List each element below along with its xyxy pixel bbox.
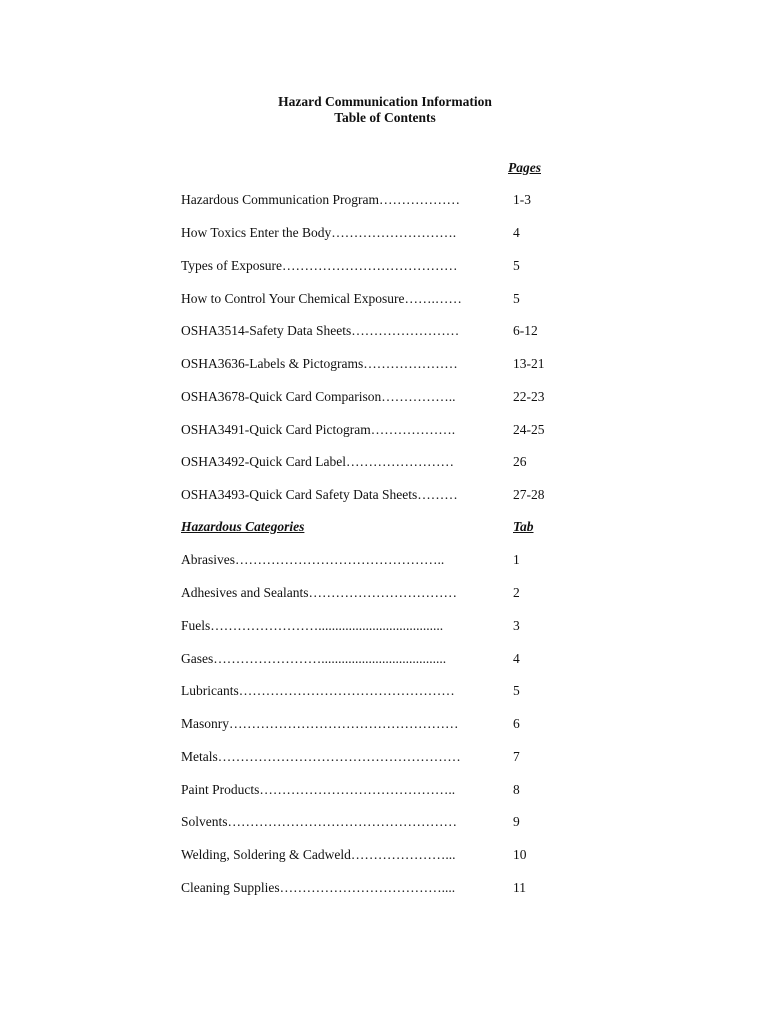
category-entry (0, 781, 770, 799)
toc-entry-pages: 13-21 (513, 356, 545, 371)
document-title: Hazard Communication Information (278, 94, 492, 109)
toc-entry (0, 191, 770, 209)
toc-entry (0, 257, 770, 275)
toc-entry-label: How Toxics Enter the Body………………………. (181, 225, 457, 240)
toc-entry-label: OSHA3493-Quick Card Safety Data Sheets……… (181, 487, 458, 502)
category-entry-tab: 11 (513, 880, 526, 895)
category-entry (0, 715, 770, 733)
toc-entry (0, 290, 770, 308)
toc-entry-label: OSHA3678-Quick Card Comparison…………….. (181, 389, 456, 404)
toc-entry-pages: 22-23 (513, 389, 545, 404)
category-entry-label: Adhesives and Sealants…………………………… (181, 585, 457, 600)
toc-entry (0, 388, 770, 406)
category-entry (0, 551, 770, 569)
toc-entry-pages: 5 (513, 291, 520, 306)
category-entry (0, 617, 770, 635)
category-entry-tab: 5 (513, 683, 520, 698)
toc-entry-pages: 1-3 (513, 192, 531, 207)
toc-entry-pages: 24-25 (513, 422, 545, 437)
tab-column-header: Tab (513, 519, 534, 534)
toc-entry-pages: 27-28 (513, 487, 545, 502)
category-entry-label: Lubricants………………………………………… (181, 683, 455, 698)
toc-entry-label: OSHA3514-Safety Data Sheets…………………… (181, 323, 460, 338)
category-entry (0, 584, 770, 602)
toc-entry (0, 322, 770, 340)
category-entry-label: Masonry…………………………………………… (181, 716, 459, 731)
toc-entry-label: Types of Exposure………………………………… (181, 258, 458, 273)
category-entry-tab: 9 (513, 814, 520, 829)
toc-entry (0, 421, 770, 439)
category-entry-label: Metals……………………………………………… (181, 749, 461, 764)
toc-entry-label: OSHA3492-Quick Card Label…………………… (181, 454, 454, 469)
category-entry-label: Paint Products…………………………………….. (181, 782, 456, 797)
category-entry-tab: 7 (513, 749, 520, 764)
toc-entry-label: How to Control Your Chemical Exposure…….…… (181, 291, 462, 306)
category-entry (0, 846, 770, 864)
toc-entry-pages: 6-12 (513, 323, 538, 338)
category-entry-tab: 10 (513, 847, 527, 862)
category-entry-tab: 1 (513, 552, 520, 567)
categories-header: Hazardous Categories (181, 519, 305, 534)
category-entry-label: Fuels……………………..................................... (181, 618, 444, 633)
toc-entry-label: OSHA3491-Quick Card Pictogram………………. (181, 422, 456, 437)
toc-entry (0, 453, 770, 471)
toc-entry-label: OSHA3636-Labels & Pictograms………………… (181, 356, 458, 371)
category-entry-label: Cleaning Supplies……………………………….... (181, 880, 456, 895)
toc-entry-pages: 5 (513, 258, 520, 273)
category-entry (0, 879, 770, 897)
category-entry-tab: 3 (513, 618, 520, 633)
document-subtitle: Table of Contents (334, 110, 436, 125)
category-entry-tab: 6 (513, 716, 520, 731)
category-entry-label: Abrasives……………………………………….. (181, 552, 445, 567)
category-entry-label: Gases……………………..................................... (181, 651, 447, 666)
category-entry-tab: 4 (513, 651, 520, 666)
toc-entry-pages: 4 (513, 225, 520, 240)
category-entry-tab: 2 (513, 585, 520, 600)
category-entry (0, 650, 770, 668)
category-entry (0, 813, 770, 831)
pages-column-header: Pages (508, 160, 541, 175)
toc-entry-label: Hazardous Communication Program……………… (181, 192, 460, 207)
toc-entry (0, 224, 770, 242)
category-entry (0, 682, 770, 700)
category-entry-label: Welding, Soldering & Cadweld…………………... (181, 847, 456, 862)
toc-entry-pages: 26 (513, 454, 527, 469)
category-entry-label: Solvents…………………………………………… (181, 814, 458, 829)
category-entry-tab: 8 (513, 782, 520, 797)
toc-entry (0, 355, 770, 373)
category-entry (0, 748, 770, 766)
toc-entry (0, 486, 770, 504)
